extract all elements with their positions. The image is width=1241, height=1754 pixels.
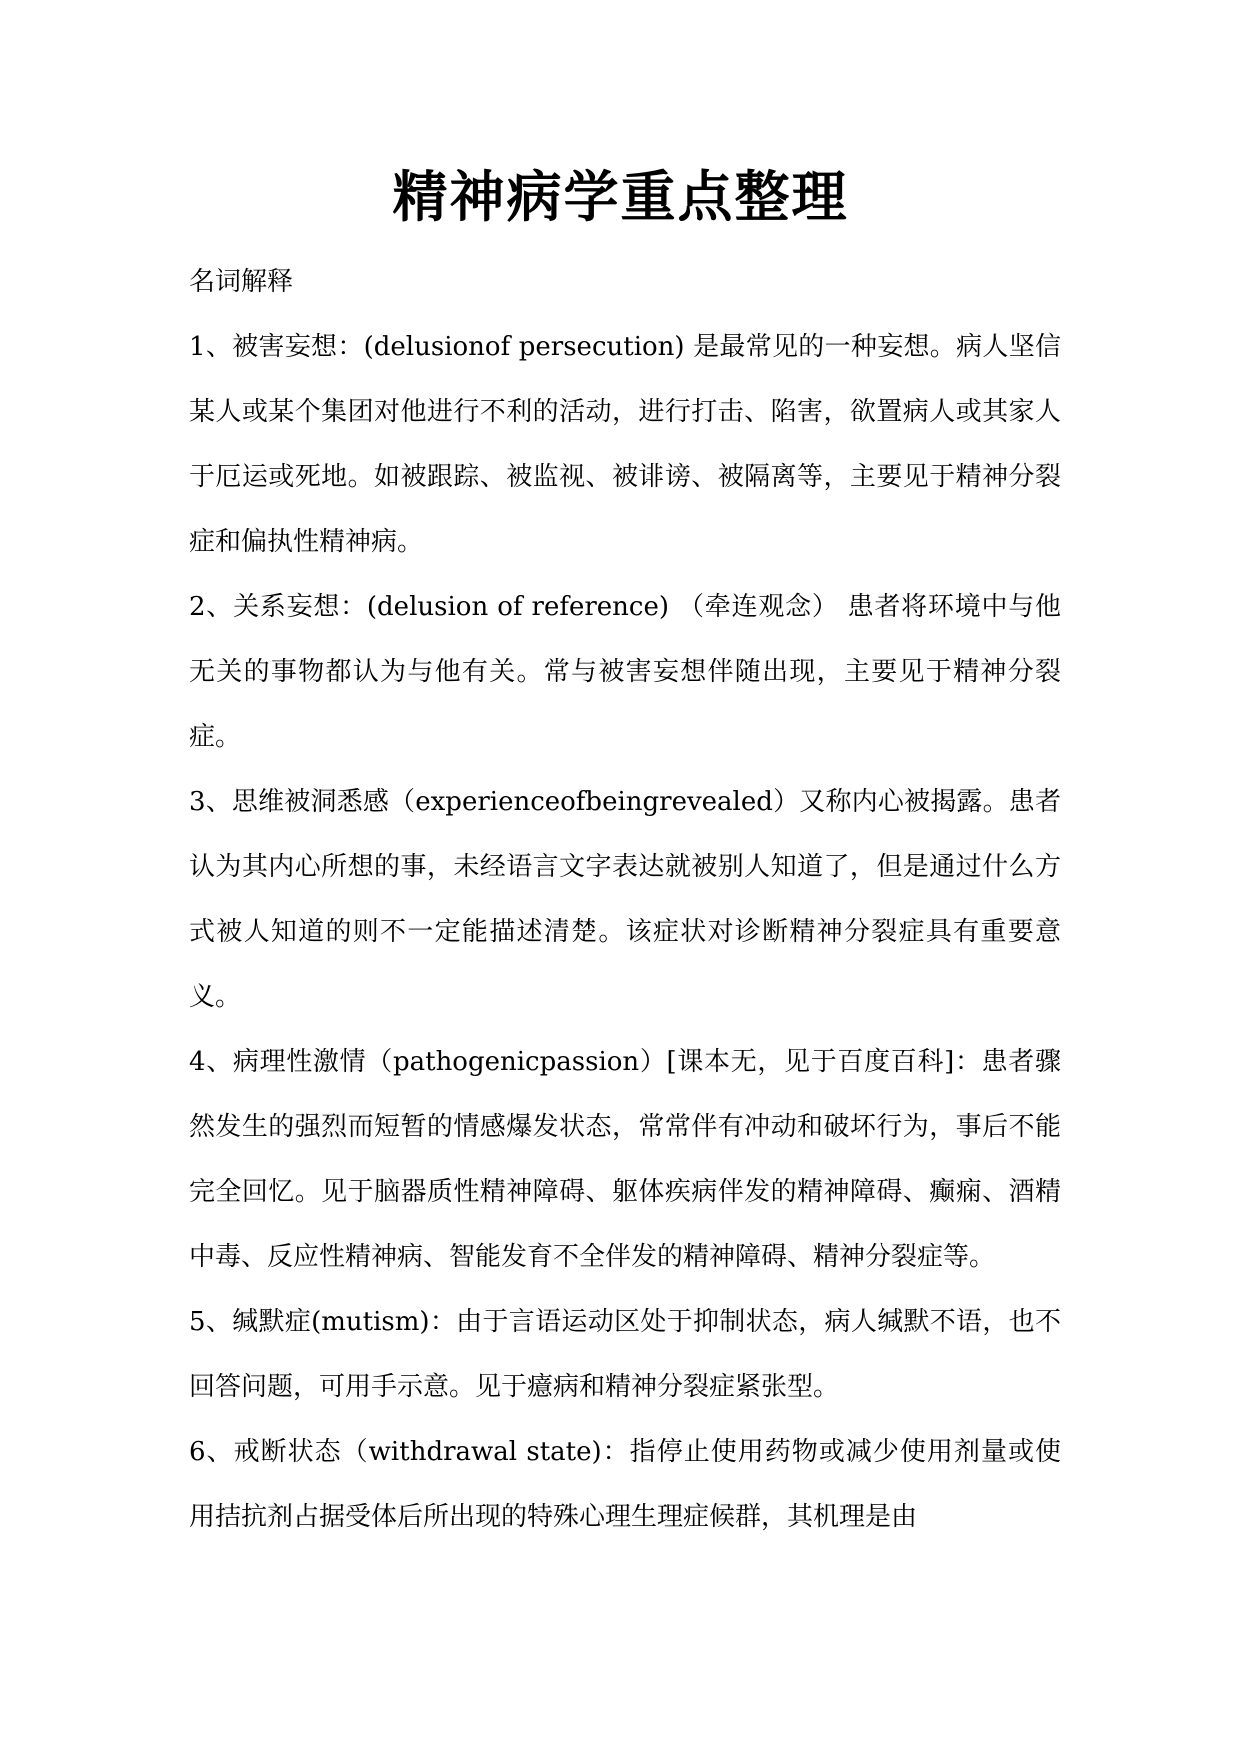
entry-paragraph: 1、被害妄想：(delusionof persecution) 是最常见的一种妄想。病人坚信某人或某个集团对他进行不利的活动，进行打击、陷害，欲置病人或其家人于厄运或死地。如被跟踪、被监视、被诽谤、被隔离等，主要见于精神分裂症和偏执性精神病。 — [189, 332, 1061, 557]
entry-paragraph: 2、关系妄想：(delusion of reference) （牵连观念） 患者将环境中与他无关的事物都认为与他有关。常与被害妄想伴随出现，主要见于精神分裂症。 — [189, 592, 1061, 752]
entry-paragraph: 4、病理性激情（pathogenicpassion）[课本无，见于百度百科]：患者骤然发生的强烈而短暂的情感爆发状态，常常伴有冲动和破坏行为，事后不能完全回忆。见于脑器质性精神障碍、躯体疾病伴发的精神障碍、癫痫、酒精中毒、反应性精神病、智能发育不全伴发的精神障碍、精神分裂症等。 — [189, 1047, 1061, 1272]
document-body — [189, 250, 1061, 1550]
document-title: 精神病学重点整理 — [392, 164, 849, 229]
entry-paragraph: 5、缄默症(mutism)：由于言语运动区处于抑制状态，病人缄默不语，也不回答问题，可用手示意。见于癔病和精神分裂症紧张型。 — [189, 1307, 1061, 1402]
section-heading: 名词解释 — [189, 267, 294, 297]
entry-paragraph: 3、思维被洞悉感（experienceofbeingrevealed）又称内心被揭露。患者认为其内心所想的事，未经语言文字表达就被别人知道了，但是通过什么方式被人知道的则不一定能描述清楚。该症状对诊断精神分裂症具有重要意义。 — [189, 787, 1061, 1012]
entry-paragraph: 6、戒断状态（withdrawal state)：指停止使用药物或减少使用剂量或使用拮抗剂占据受体后所出现的特殊心理生理症候群，其机理是由 — [189, 1437, 1061, 1532]
